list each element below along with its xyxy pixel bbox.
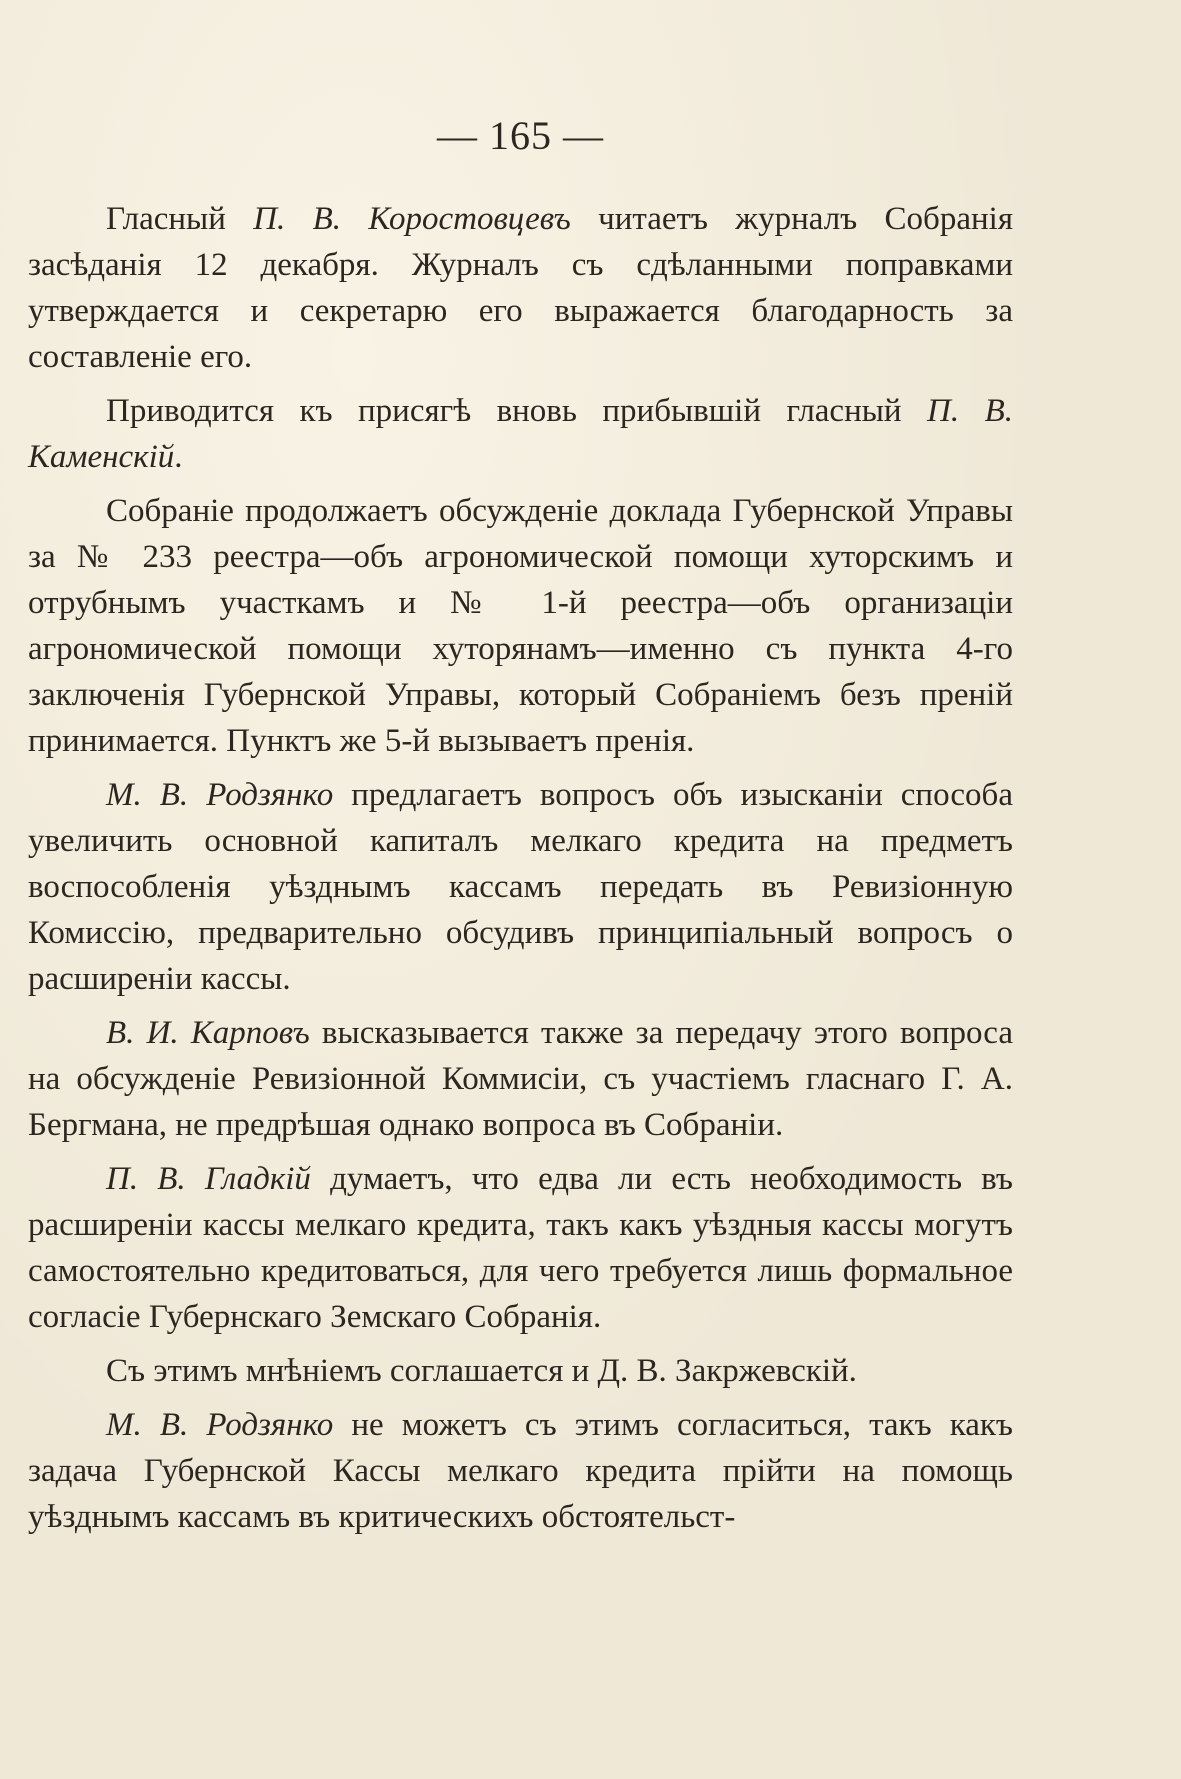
paragraph-7	[28, 1348, 1013, 1394]
paragraph-8	[28, 1402, 1013, 1540]
speaker-name: В. И. Карповъ	[106, 1015, 310, 1051]
speaker-name: М. В. Родзянко	[106, 777, 334, 813]
paragraph-text: думаетъ, что едва ли есть необходимость въ расширеніи кассы мелкаго кредита, такъ какъ уѣздныя кассы могутъ самостоятельно кредитоваться, для чего требуется лишь формальное согласіе Губернскаго Земскаго Собранія.	[28, 1161, 1013, 1335]
paragraph-text: высказывается также за передачу этого вопроса на обсужденіе Ревизіонной Коммисіи, съ участіемъ гласнаго Г. А. Бергмана, не предрѣшая однако вопроса въ Собраніи.	[28, 1015, 1013, 1143]
paragraph-text: предлагаетъ вопросъ объ изысканіи способа увеличить основной капиталъ мелкаго кредита на предметъ воспособленія уѣзднымъ кассамъ передать въ Ревизіонную Комиссію, предварительно обсудивъ принципіальный вопросъ о расширеніи кассы.	[28, 777, 1013, 997]
paragraph-text: не можетъ съ этимъ согласиться, такъ какъ задача Губернской Кассы мелкаго кредита прійти на помощь уѣзднымъ кассамъ въ критическихъ обстоятельст-	[28, 1407, 1013, 1535]
paragraph-text: Съ этимъ мнѣніемъ соглашается и Д. В. Закржевскій.	[106, 1353, 857, 1389]
paragraph-6	[28, 1156, 1013, 1340]
paragraph-lead: Гласный	[106, 201, 254, 237]
paragraph-lead: Приводится къ присягѣ вновь прибывшій гласный	[106, 393, 928, 429]
paragraph-text: Собраніе продолжаетъ обсужденіе доклада Губернской Управы за № 233 реестра—объ агрономической помощи хуторскимъ и отрубнымъ участкамъ и № 1-й реестра—объ организаціи агрономической помощи хуторянамъ—именно съ пункта 4-го заключенія Губернской Управы, который Собраніемъ безъ преній принимается. Пунктъ же 5-й вызываетъ пренія.	[28, 493, 1013, 759]
speaker-name: П. В. Каменскій	[28, 393, 1013, 475]
speaker-name: М. В. Родзянко	[106, 1407, 334, 1443]
paragraph-text: читаетъ журналъ Собранія засѣданія 12 декабря. Журналъ съ сдѣланными поправками утверждается и секретарю его выражается благодарность за составленіе его.	[28, 201, 1014, 375]
speaker-name: П. В. Коростовцевъ	[253, 201, 571, 237]
paragraph-4	[28, 772, 1013, 1002]
speaker-name: П. В. Гладкій	[106, 1161, 311, 1197]
paragraph-text: .	[174, 439, 183, 475]
paragraph-3	[28, 488, 1013, 764]
paragraph-5	[28, 1010, 1013, 1148]
paragraph-1	[28, 196, 1013, 380]
paragraph-2	[28, 388, 1013, 480]
page-number: — 165 —	[437, 113, 604, 158]
